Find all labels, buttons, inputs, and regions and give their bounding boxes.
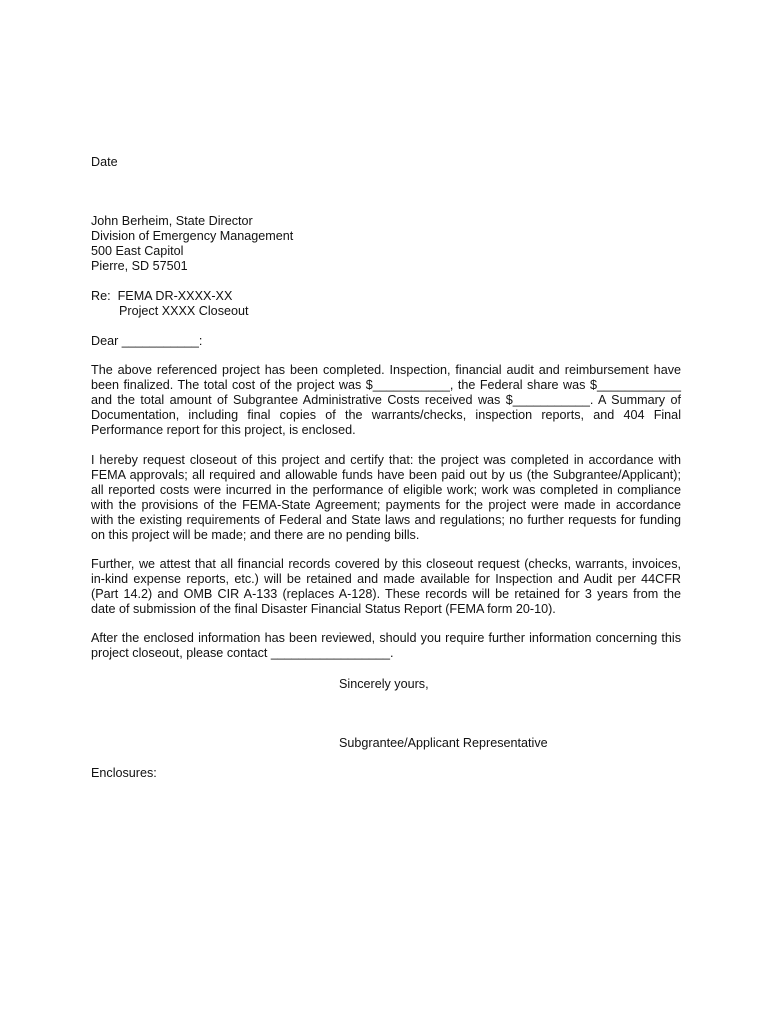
paragraph-line: FEMA approvals; all required and allowable funds have been paid out by us (the Subgrantee/Applicant); <box>91 468 681 482</box>
recipient-address <box>91 214 681 274</box>
recipient-name: John Berheim, State Director <box>91 214 253 228</box>
paragraph-line: with the existing requirements of Federal and State laws and regulations; no further requests for funding <box>91 513 681 527</box>
paragraph-line: date of submission of the final Disaster Financial Status Report (FEMA form 20-10). <box>91 602 556 616</box>
paragraph-line: I hereby request closeout of this project and certify that: the project was completed in accordance with <box>91 453 681 467</box>
recipient-street: 500 East Capitol <box>91 244 184 258</box>
date-label: Date <box>91 155 118 169</box>
paragraph-line: Performance report for this project, is enclosed. <box>91 423 356 437</box>
paragraph-line: been finalized. The total cost of the project was $___________, the Federal share was $____________ <box>91 378 681 392</box>
paragraph-records <box>91 557 681 617</box>
paragraph-line: The above referenced project has been completed. Inspection, financial audit and reimbursement have <box>91 363 681 377</box>
re-line: Re: FEMA DR-XXXX-XX <box>91 289 233 303</box>
recipient-division: Division of Emergency Management <box>91 229 294 243</box>
re-project: Project XXXX Closeout <box>119 304 249 318</box>
paragraph-certification <box>91 453 681 543</box>
reference-block <box>91 289 681 319</box>
recipient-city: Pierre, SD 57501 <box>91 259 188 273</box>
enclosures-label: Enclosures: <box>91 766 157 780</box>
salutation: Dear ___________: <box>91 334 203 348</box>
paragraph-line: all reported costs were incurred in the performance of eligible work; work was completed in compliance <box>91 483 681 497</box>
paragraph-contact <box>91 631 681 661</box>
paragraph-line: on this project will be made; and there are no pending bills. <box>91 528 420 542</box>
paragraph-line: (Part 14.2) and OMB CIR A-133 (replaces A-128). These records will be retained for 3 years from the <box>91 587 681 601</box>
closing: Sincerely yours, <box>339 677 429 691</box>
signature-title: Subgrantee/Applicant Representative <box>339 736 548 750</box>
paragraph-line: with the provisions of the FEMA-State Agreement; payments for the project were made in accordance <box>91 498 681 512</box>
paragraph-line: After the enclosed information has been reviewed, should you require further information concerning this <box>91 631 681 645</box>
paragraph-completion <box>91 363 681 438</box>
paragraph-line: in-kind expense reports, etc.) will be retained and made available for Inspection and Audit per 44CFR <box>91 572 681 586</box>
paragraph-line: Documentation, including final copies of the warrants/checks, inspection reports, and 404 Final <box>91 408 681 422</box>
paragraph-line: and the total amount of Subgrantee Administrative Costs received was $___________. A Summary of <box>91 393 681 407</box>
paragraph-line: project closeout, please contact _________________. <box>91 646 394 660</box>
paragraph-line: Further, we attest that all financial records covered by this closeout request (checks, warrants, invoices, <box>91 557 681 571</box>
